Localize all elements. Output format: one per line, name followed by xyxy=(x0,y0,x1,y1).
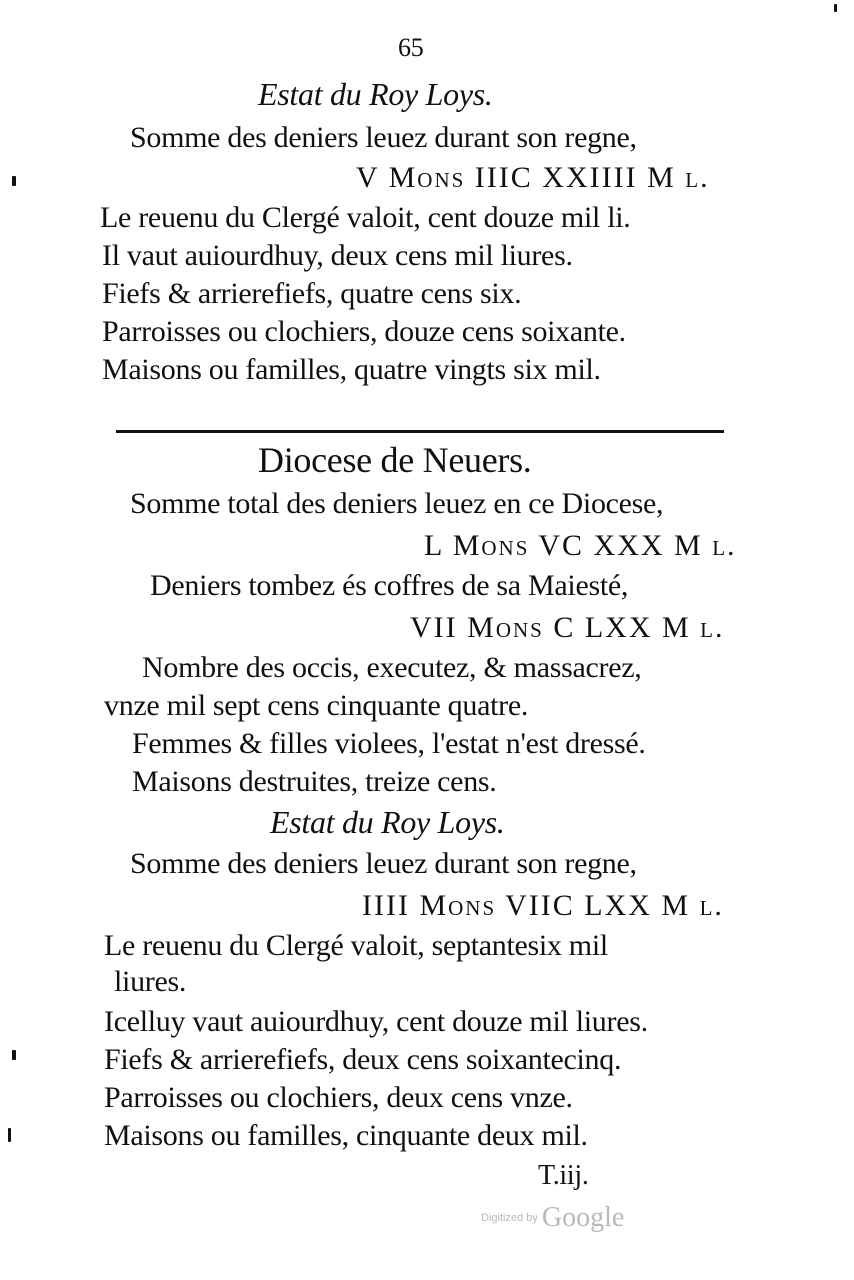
section1-sum-label: Somme des deniers leuez durant son regne, xyxy=(130,121,637,154)
section3-sum-label: Somme des deniers leuez durant son regne, xyxy=(130,847,637,880)
scan-speck xyxy=(12,176,16,186)
section1-line-parishes: Parroisses ou clochiers, douze cens soixante. xyxy=(102,315,626,348)
section3-heading: Estat du Roy Loys. xyxy=(270,804,505,840)
section2-women-line: Femmes & filles violees, l'estat n'est dressé. xyxy=(132,727,646,760)
section2-coffers-label: Deniers tombez és coffres de sa Maiesté, xyxy=(150,569,629,602)
section3-clergy-line1: Le reuenu du Clergé valoit, septantesix mil xyxy=(104,929,608,962)
section3-line-value-today: Icelluy vaut auiourdhuy, cent douze mil liures. xyxy=(104,1005,648,1038)
scan-speck xyxy=(8,1128,11,1142)
section2-coffers-value: VII Mons C LXX M l. xyxy=(410,611,725,644)
watermark-prefix: Digitized by xyxy=(481,1212,538,1224)
section1-heading: Estat du Roy Loys. xyxy=(258,76,493,112)
section1-line-value-today: Il vaut auiourdhuy, deux cens mil liures. xyxy=(102,239,573,272)
section1-line-households: Maisons ou familles, quatre vingts six mil. xyxy=(102,353,601,386)
section3-line-parishes: Parroisses ou clochiers, deux cens vnze. xyxy=(104,1081,573,1114)
section1-line-clergy: Le reuenu du Clergé valoit, cent douze mil li. xyxy=(100,201,631,234)
section-divider xyxy=(116,430,724,433)
section2-killed-line2: vnze mil sept cens cinquante quatre. xyxy=(104,689,529,722)
signature-mark: T.iij. xyxy=(538,1160,589,1191)
section2-total-label: Somme total des deniers leuez en ce Diocese, xyxy=(130,487,664,520)
section3-line-fiefs: Fiefs & arrierefiefs, deux cens soixantecinq. xyxy=(104,1043,622,1076)
section2-total-value: L Mons VC XXX M l. xyxy=(424,529,737,562)
section3-sum-value: IIII Mons VIIC LXX M l. xyxy=(362,889,724,922)
section3-clergy-line2: liures. xyxy=(114,965,187,998)
section2-killed-line1: Nombre des occis, executez, & massacrez, xyxy=(142,651,642,684)
page-number: 65 xyxy=(398,33,424,62)
scan-speck xyxy=(12,1050,16,1060)
section2-heading: Diocese de Neuers. xyxy=(258,440,532,480)
scan-speck xyxy=(834,4,837,12)
digitized-by-google-watermark xyxy=(481,1202,661,1242)
google-logo: Google xyxy=(541,1202,625,1233)
section1-line-fiefs: Fiefs & arrierefiefs, quatre cens six. xyxy=(102,277,522,310)
section2-houses-line: Maisons destruites, treize cens. xyxy=(132,765,497,798)
section3-line-households: Maisons ou familles, cinquante deux mil. xyxy=(104,1119,588,1152)
section1-sum-value: V Mons IIIC XXIIII M l. xyxy=(356,161,710,194)
